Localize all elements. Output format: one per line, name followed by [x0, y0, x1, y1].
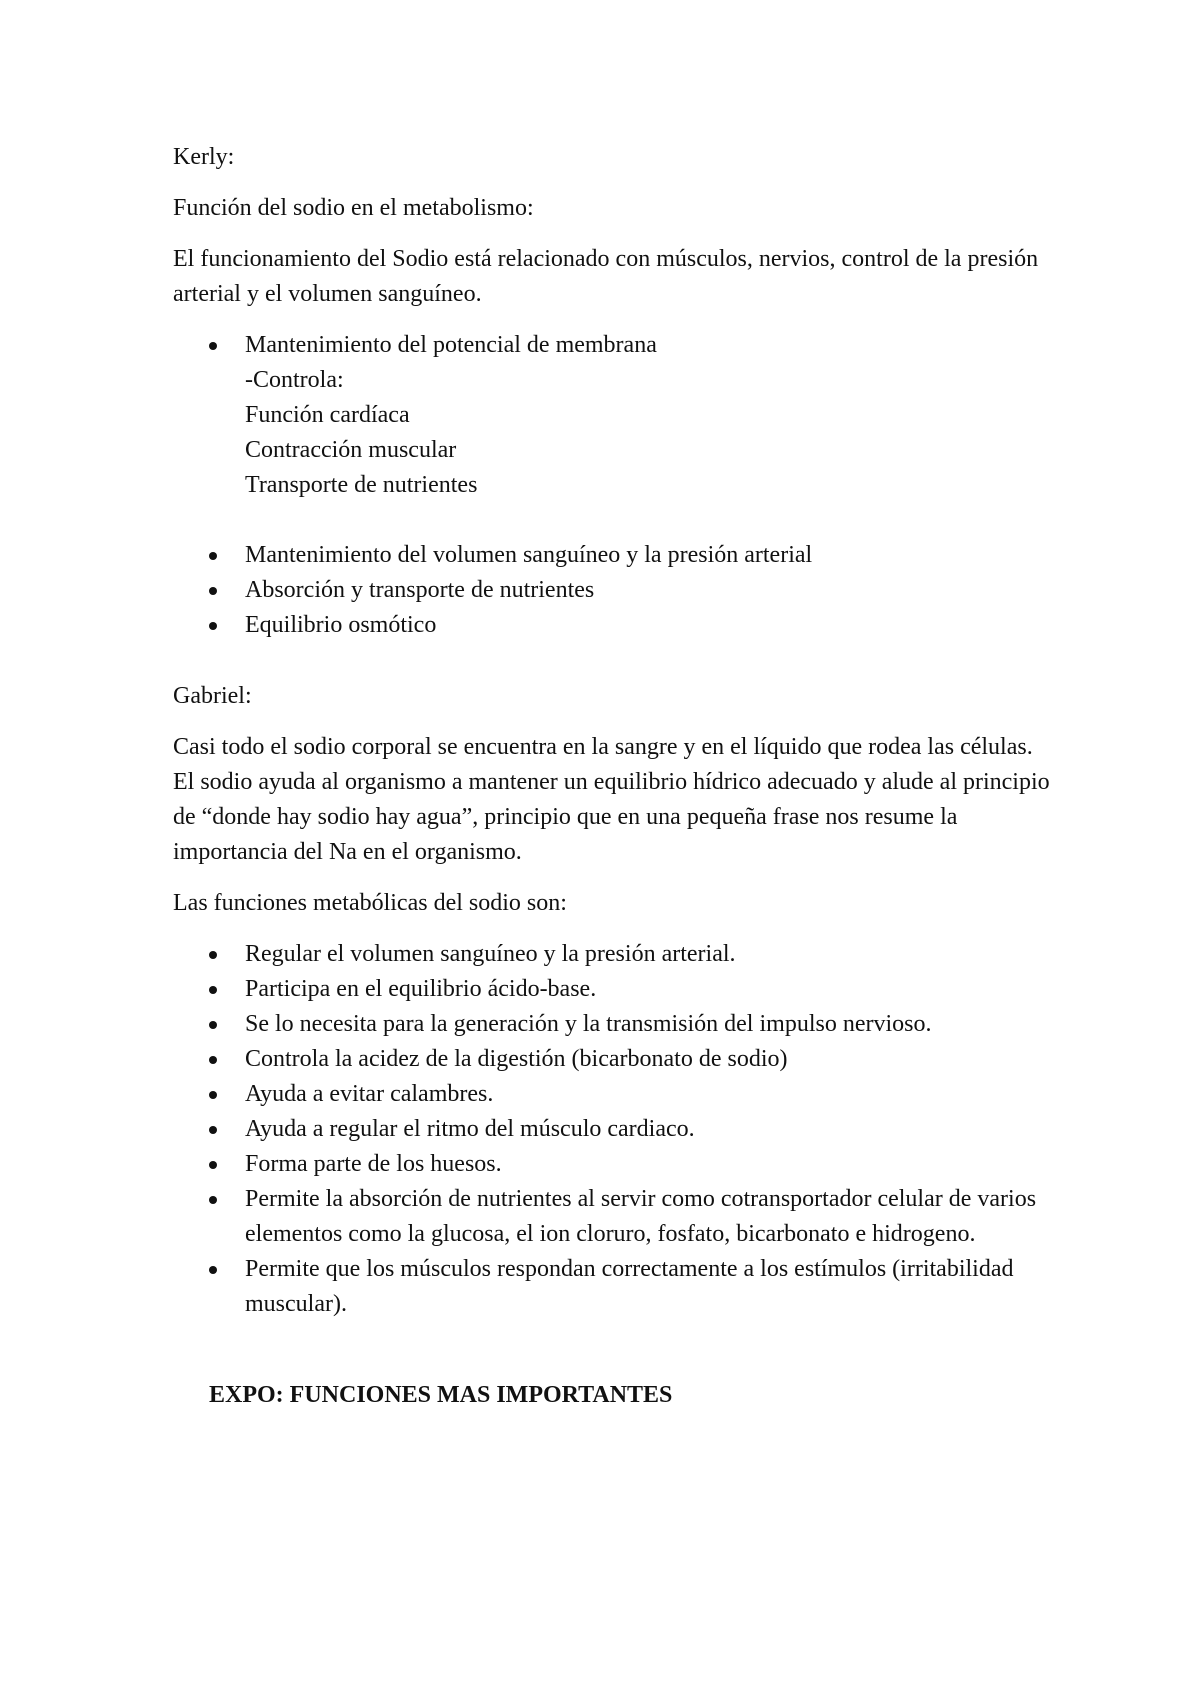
list-item: Mantenimiento del volumen sanguíneo y la presión arterial: [245, 538, 1053, 573]
kerly-heading: Kerly:: [173, 144, 235, 170]
list-item: Participa en el equilibrio ácido-base.: [245, 972, 1053, 1007]
list-item: Forma parte de los huesos.: [245, 1147, 1053, 1182]
list-item: Ayuda a evitar calambres.: [245, 1077, 1053, 1112]
sub-line: Contracción muscular: [245, 437, 457, 463]
kerly-intro: El funcionamiento del Sodio está relacionado con músculos, nervios, control de la presión arterial y el volumen sanguíneo.: [173, 246, 1039, 307]
list-item: Absorción y transporte de nutrientes: [245, 573, 1053, 608]
kerly-bullet-list: [173, 328, 1053, 643]
list-item: Equilibrio osmótico: [245, 608, 1053, 643]
gabriel-paragraph: Casi todo el sodio corporal se encuentra en la sangre y en el líquido que rodea las células. El sodio ayuda al organismo a mantener un equilibrio hídrico adecuado y alude al principio de “donde hay sodio hay agua”, principio que en una pequeña frase nos resume la importancia del Na en el organismo.: [173, 734, 1050, 865]
sub-line: Función cardíaca: [245, 402, 410, 428]
list-item-text: Mantenimiento del potencial de membrana: [245, 332, 657, 358]
list-item: Ayuda a regular el ritmo del músculo cardiaco.: [245, 1112, 1053, 1147]
gabriel-list-intro: Las funciones metabólicas del sodio son:: [173, 890, 567, 916]
list-item: Controla la acidez de la digestión (bicarbonato de sodio): [245, 1042, 1053, 1077]
list-item: [245, 328, 1053, 503]
kerly-subtitle: Función del sodio en el metabolismo:: [173, 195, 534, 221]
gabriel-bullet-list: [173, 937, 1053, 1322]
document-page: [173, 140, 1053, 1429]
list-item: Permite que los músculos respondan correctamente a los estímulos (irritabilidad muscular).: [245, 1252, 1053, 1322]
sub-line: Transporte de nutrientes: [245, 472, 478, 498]
list-item: Regular el volumen sanguíneo y la presión arterial.: [245, 937, 1053, 972]
expo-heading: EXPO: FUNCIONES MAS IMPORTANTES: [209, 1382, 673, 1408]
sub-line: -Controla:: [245, 367, 344, 393]
list-item: Permite la absorción de nutrientes al servir como cotransportador celular de varios elementos como la glucosa, el ion cloruro, fosfato, bicarbonato e hidrogeno.: [245, 1182, 1053, 1252]
gabriel-heading: Gabriel:: [173, 683, 252, 709]
list-item: Se lo necesita para la generación y la transmisión del impulso nervioso.: [245, 1007, 1053, 1042]
